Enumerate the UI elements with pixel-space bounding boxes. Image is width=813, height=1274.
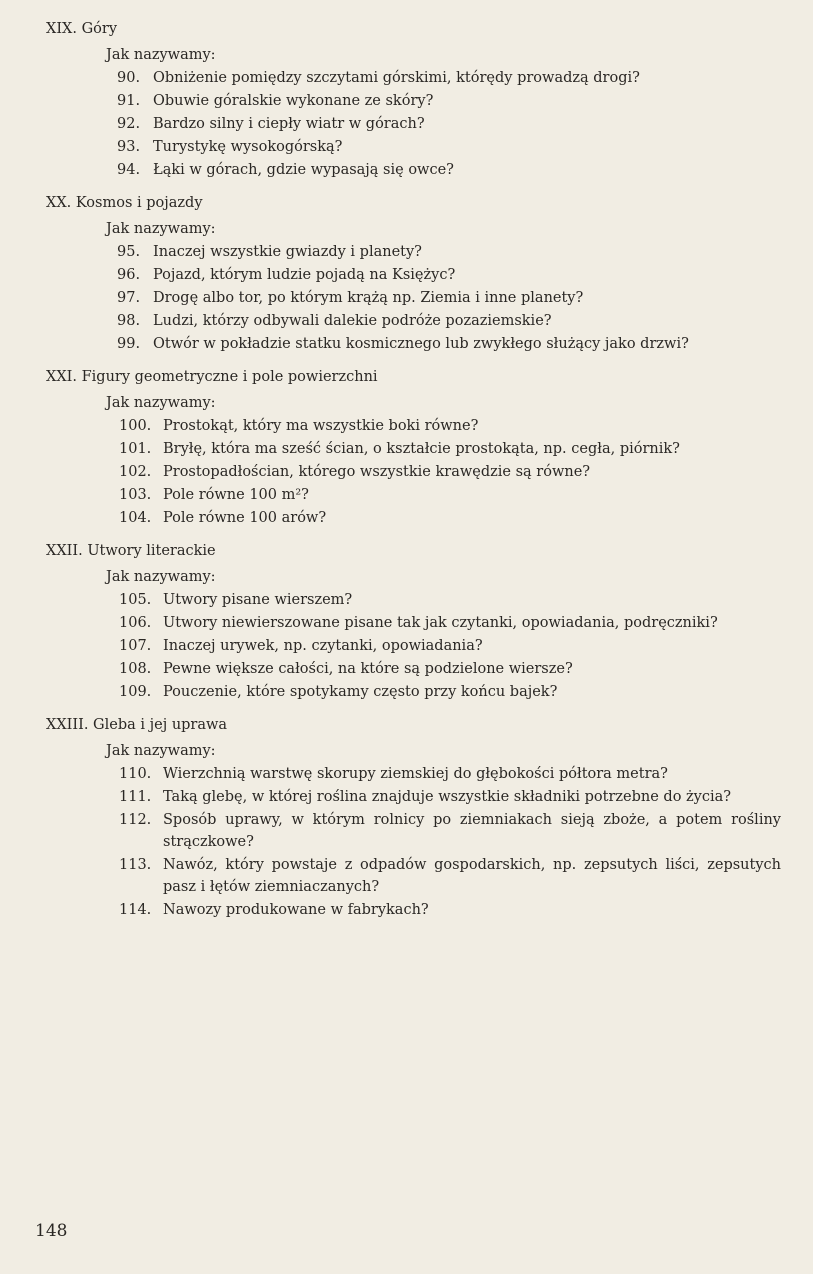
question-item xyxy=(46,681,781,703)
section-intro: Jak nazywamy: xyxy=(106,47,216,63)
question-item xyxy=(46,438,781,460)
section-intro: Jak nazywamy: xyxy=(106,569,216,585)
question-item xyxy=(46,589,781,611)
question-number: 96. xyxy=(117,267,141,283)
page-content xyxy=(46,18,781,932)
question-item xyxy=(46,333,781,355)
section-title: XIX. Góry xyxy=(46,21,118,37)
question-item xyxy=(46,484,781,506)
question-number: 90. xyxy=(117,70,141,86)
section-title: XXI. Figury geometryczne i pole powierzchni xyxy=(46,369,378,385)
question-text: Pojazd, którym ludzie pojadą na Księżyc? xyxy=(153,267,456,283)
question-number: 103. xyxy=(119,487,152,503)
question-text: Nawóz, który powstaje z odpadów gospodarskich, np. zepsutych liści, zepsutych pasz i łętów ziemniaczanych? xyxy=(163,857,781,895)
question-item xyxy=(46,310,781,332)
question-number: 104. xyxy=(119,510,152,526)
question-text: Pouczenie, które spotykamy często przy końcu bajek? xyxy=(163,684,558,700)
section-intro: Jak nazywamy: xyxy=(106,743,216,759)
question-text: Taką glebę, w której roślina znajduje wszystkie składniki potrzebne do życia? xyxy=(163,789,732,805)
question-text: Ludzi, którzy odbywali dalekie podróże pozaziemskie? xyxy=(153,313,552,329)
question-text: Pole równe 100 arów? xyxy=(163,510,327,526)
question-text: Bryłę, która ma sześć ścian, o kształcie prostokąta, np. cegła, piórnik? xyxy=(163,441,680,457)
section-soil xyxy=(46,714,781,921)
question-number: 112. xyxy=(119,812,152,828)
question-text: Inaczej wszystkie gwiazdy i planety? xyxy=(153,244,422,260)
question-number: 91. xyxy=(117,93,141,109)
question-text: Turystykę wysokogórską? xyxy=(153,139,343,155)
question-text: Drogę albo tor, po którym krążą np. Ziemia i inne planety? xyxy=(153,290,584,306)
question-item xyxy=(46,264,781,286)
question-text: Prostokąt, który ma wszystkie boki równe? xyxy=(163,418,479,434)
question-item xyxy=(46,786,781,808)
question-text: Obuwie góralskie wykonane ze skóry? xyxy=(153,93,434,109)
question-text: Bardzo silny i ciepły wiatr w górach? xyxy=(153,116,425,132)
question-number: 106. xyxy=(119,615,152,631)
question-number: 102. xyxy=(119,464,152,480)
question-item xyxy=(46,90,781,112)
question-item xyxy=(46,507,781,529)
question-item xyxy=(46,67,781,89)
question-text: Prostopadłościan, którego wszystkie krawędzie są równe? xyxy=(163,464,591,480)
question-number: 101. xyxy=(119,441,152,457)
question-number: 114. xyxy=(119,902,152,918)
section-geometry xyxy=(46,366,781,529)
question-text: Otwór w pokładzie statku kosmicznego lub zwykłego służący jako drzwi? xyxy=(153,336,689,352)
question-text: Utwory niewierszowane pisane tak jak czytanki, opowiadania, podręczniki? xyxy=(163,615,718,631)
question-text: Inaczej urywek, np. czytanki, opowiadania? xyxy=(163,638,483,654)
question-number: 110. xyxy=(119,766,152,782)
question-number: 99. xyxy=(117,336,141,352)
question-text: Utwory pisane wierszem? xyxy=(163,592,353,608)
question-item xyxy=(46,461,781,483)
question-number: 97. xyxy=(117,290,141,306)
section-intro: Jak nazywamy: xyxy=(106,221,216,237)
question-number: 100. xyxy=(119,418,152,434)
question-item xyxy=(46,415,781,437)
question-number: 109. xyxy=(119,684,152,700)
question-number: 92. xyxy=(117,116,141,132)
question-text: Łąki w górach, gdzie wypasają się owce? xyxy=(153,162,454,178)
section-title: XXIII. Gleba i jej uprawa xyxy=(46,717,228,733)
question-item xyxy=(46,159,781,181)
page-number: 148 xyxy=(35,1221,68,1241)
question-text: Obniżenie pomiędzy szczytami górskimi, którędy prowadzą drogi? xyxy=(153,70,640,86)
section-cosmos xyxy=(46,192,781,355)
question-item xyxy=(46,113,781,135)
question-number: 113. xyxy=(119,857,152,873)
section-title: XX. Kosmos i pojazdy xyxy=(46,195,203,211)
question-item xyxy=(46,763,781,785)
question-item xyxy=(46,658,781,680)
question-number: 95. xyxy=(117,244,141,260)
question-text: Wierzchnią warstwę skorupy ziemskiej do głębokości półtora metra? xyxy=(163,766,668,782)
question-number: 93. xyxy=(117,139,141,155)
question-number: 107. xyxy=(119,638,152,654)
question-item xyxy=(46,241,781,263)
question-number: 98. xyxy=(117,313,141,329)
section-mountains xyxy=(46,18,781,181)
question-item xyxy=(46,612,781,634)
question-item xyxy=(46,136,781,158)
question-number: 105. xyxy=(119,592,152,608)
question-item xyxy=(46,287,781,309)
question-number: 111. xyxy=(119,789,152,805)
question-text: Sposób uprawy, w którym rolnicy po ziemniakach sieją zboże, a potem rośliny strączkowe? xyxy=(163,812,781,850)
question-item xyxy=(46,809,781,853)
question-item xyxy=(46,899,781,921)
question-item xyxy=(46,635,781,657)
question-item xyxy=(46,854,781,898)
question-text: Pole równe 100 m²? xyxy=(163,487,309,503)
question-text: Nawozy produkowane w fabrykach? xyxy=(163,902,429,918)
question-number: 94. xyxy=(117,162,141,178)
section-intro: Jak nazywamy: xyxy=(106,395,216,411)
question-text: Pewne większe całości, na które są podzielone wiersze? xyxy=(163,661,573,677)
section-literature xyxy=(46,540,781,703)
section-title: XXII. Utwory literackie xyxy=(46,543,216,559)
question-number: 108. xyxy=(119,661,152,677)
